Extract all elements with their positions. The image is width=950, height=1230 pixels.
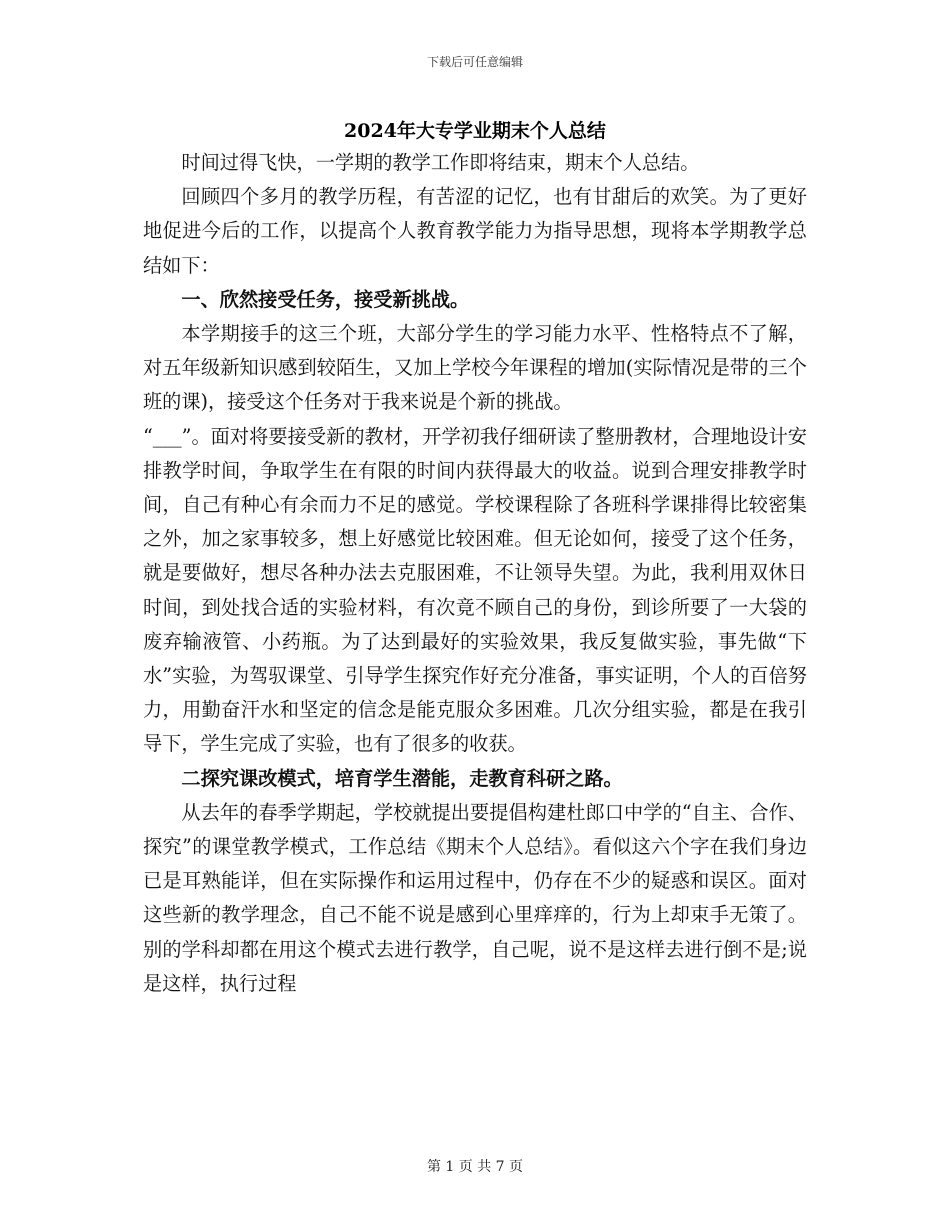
paragraph-review: 回顾四个多月的教学历程，有苦涩的记忆，也有甘甜后的欢笑。为了更好地促进今后的工作，以提高个人教育教学能力为指导思想，现将本学期教学总结如下： — [143, 185, 807, 277]
document-title: 2024年大专学业期末个人总结 — [344, 120, 606, 142]
page-number-footer: 第 1 页 共 7 页 — [426, 1159, 524, 1175]
section-heading-2: 二探究课改模式，培育学生潜能，走教育科研之路。 — [181, 766, 623, 790]
paragraph-section2: 从去年的春季学期起，学校就提出要提倡构建杜郎口中学的“自主、合作、探究”的课堂教学模式，工作总结《期末个人总结》。看似这六个字在我们身边已是耳熟能详，但在实际操作和运用过程中，仍存在不少的疑惑和误区。面对这些新的教学理念，自己不能不说是感到心里痒痒的，行为上却束手无策了。别的学科却都在用这个模式去进行教学，自己呢，说不是这样去进行倒不是;说是这样，执行过程 — [143, 800, 807, 995]
section-heading-1: 一、欣然接受任务，接受新挑战。 — [181, 287, 470, 311]
header-note: 下载后可任意编辑 — [426, 55, 523, 69]
paragraph-section1-b: “___”。面对将要接受新的教材，开学初我仔细研读了整册教材，合理地设计安排教学时间，争取学生在有限的时间内获得最大的收益。说到合理安排教学时间，自己有种心有余而力不足的感觉。学校课程除了各班科学课排得比较密集之外，加之家事较多，想上好感觉比较困难。但无论如何，接受了这个任务，就是要做好，想尽各种办法去克服困难，不让领导失望。为此，我利用双休日时间，到处找合适的实验材料，有次竟不顾自己的身份，到诊所要了一大袋的废弃输液管、小药瓶。为了达到最好的实验效果，我反复做实验，事先做“下水”实验，为驾驭课堂、引导学生探究作好充分准备，事实证明，个人的百倍努力，用勤奋汗水和坚定的信念是能克服众多困难。几次分组实验，都是在我引导下，学生完成了实验，也有了很多的收获。 — [143, 424, 807, 756]
paragraph-intro: 时间过得飞快，一学期的教学工作即将结束，期末个人总结。 — [181, 151, 700, 174]
document-body — [143, 146, 807, 1001]
paragraph-section1-a: 本学期接手的这三个班，大部分学生的学习能力水平、性格特点不了解，对五年级新知识感到较陌生，又加上学校今年课程的增加(实际情况是带的三个班的课)，接受这个任务对于我来说是个新的挑战。 — [143, 322, 807, 414]
